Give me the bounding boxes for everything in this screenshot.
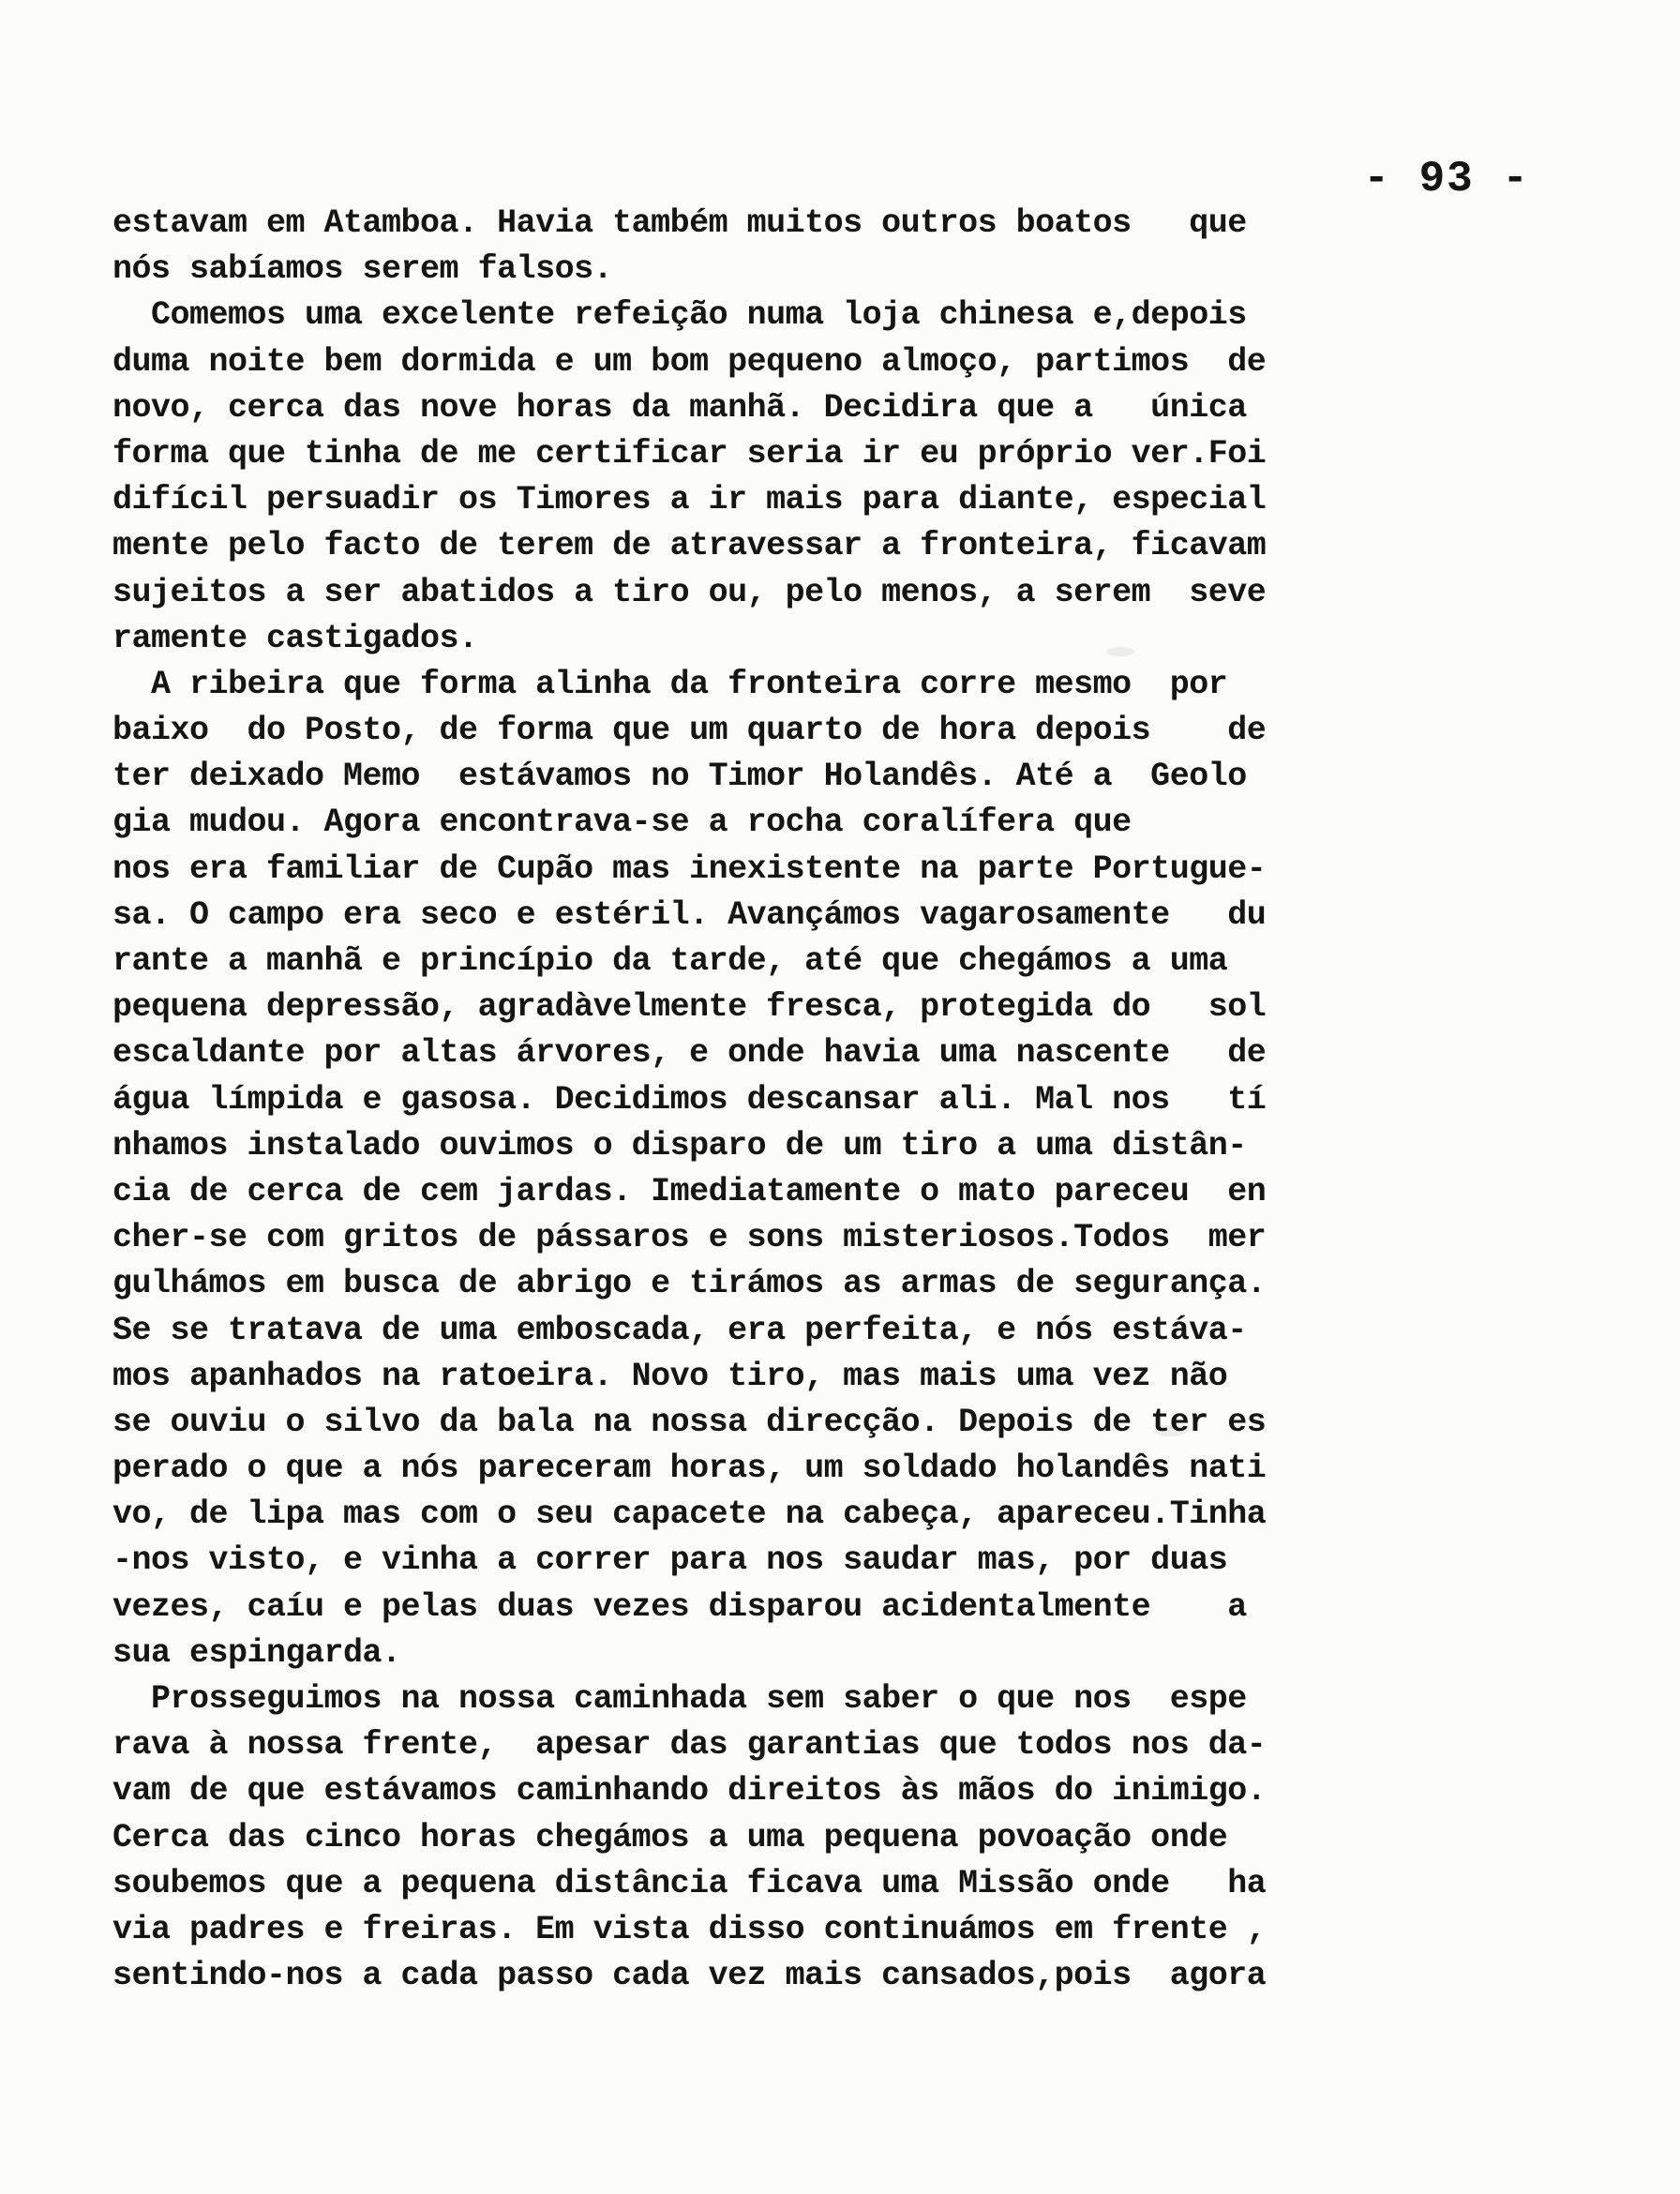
text-line: novo, cerca das nove horas da manhã. Decidira que a única — [112, 388, 1247, 427]
text-line: forma que tinha de me certificar seria ir eu próprio ver.Foi — [112, 434, 1267, 473]
text-line: gulhámos em busca de abrigo e tirámos as armas de segurança. — [112, 1265, 1267, 1303]
text-line: difícil persuadir os Timores a ir mais para diante, especial — [112, 481, 1267, 519]
text-line: nós sabíamos serem falsos. — [112, 250, 613, 289]
text-line: vam de que estávamos caminhando direitos às mãos do inimigo. — [112, 1772, 1267, 1811]
text-line: mente pelo facto de terem de atravessar a fronteira, ficavam — [112, 527, 1267, 565]
text-line: Prosseguimos na nossa caminhada sem saber o que nos espe — [112, 1680, 1247, 1718]
text-line: ter deixado Memo estávamos no Timor Holandês. Até a Geolo — [112, 758, 1247, 796]
text-line: sentindo-nos a cada passo cada vez mais cansados,pois agora — [112, 1957, 1267, 1995]
text-line: gia mudou. Agora encontrava-se a rocha coralífera que — [112, 804, 1132, 842]
text-line: Comemos uma excelente refeição numa loja chinesa e,depois — [112, 296, 1247, 335]
text-line: nhamos instalado ouvimos o disparo de um tiro a uma distân- — [112, 1126, 1247, 1165]
text-line: -nos visto, e vinha a correr para nos saudar mas, por duas — [112, 1541, 1228, 1580]
text-line: se ouviu o silvo da bala na nossa direcção. Depois de ter es — [112, 1403, 1267, 1441]
text-line: soubemos que a pequena distância ficava uma Missão onde ha — [112, 1864, 1267, 1902]
text-line: via padres e freiras. Em vista disso continuámos em frente , — [112, 1910, 1267, 1948]
text-line: duma noite bem dormida e um bom pequeno almoço, partimos de — [112, 342, 1267, 381]
text-line: rante a manhã e princípio da tarde, até que chegámos a uma — [112, 942, 1228, 980]
text-line: mos apanhados na ratoeira. Novo tiro, mas mais uma vez não — [112, 1357, 1228, 1395]
text-line: Cerca das cinco horas chegámos a uma pequena povoação onde — [112, 1818, 1228, 1856]
text-line: nos era familiar de Cupão mas inexistente na parte Portugue- — [112, 849, 1267, 888]
text-line: escaldante por altas árvores, e onde havia uma nascente de — [112, 1034, 1267, 1073]
text-line: sujeitos a ser abatidos a tiro ou, pelo menos, a serem seve — [112, 573, 1267, 611]
text-line: cher-se com gritos de pássaros e sons misteriosos.Todos mer — [112, 1219, 1267, 1257]
text-line: A ribeira que forma alinha da fronteira corre mesmo por — [112, 665, 1228, 703]
text-line: cia de cerca de cem jardas. Imediatamente o mato pareceu en — [112, 1172, 1267, 1210]
typewritten-body — [112, 201, 1519, 1999]
page-number: - 93 - — [1363, 155, 1530, 203]
text-line: sa. O campo era seco e estéril. Avançámos vagarosamente du — [112, 895, 1267, 934]
text-line: água límpida e gasosa. Decidimos descansar ali. Mal nos tí — [112, 1080, 1267, 1119]
text-line: pequena depressão, agradàvelmente fresca, protegida do sol — [112, 988, 1267, 1027]
text-line: Se se tratava de uma emboscada, era perfeita, e nós estáva- — [112, 1311, 1247, 1349]
text-line: vo, de lipa mas com o seu capacete na cabeça, apareceu.Tinha — [112, 1495, 1267, 1534]
text-line: vezes, caíu e pelas duas vezes disparou acidentalmente a — [112, 1587, 1247, 1626]
text-line: baixo do Posto, de forma que um quarto de hora depois de — [112, 712, 1267, 750]
text-line: rava à nossa frente, apesar das garantias que todos nos da- — [112, 1726, 1267, 1765]
text-line: sua espingarda. — [112, 1633, 401, 1672]
text-line: perado o que a nós pareceram horas, um soldado holandês nati — [112, 1450, 1267, 1488]
text-line: ramente castigados. — [112, 619, 478, 657]
text-line: estavam em Atamboa. Havia também muitos outros boatos que — [112, 204, 1247, 242]
